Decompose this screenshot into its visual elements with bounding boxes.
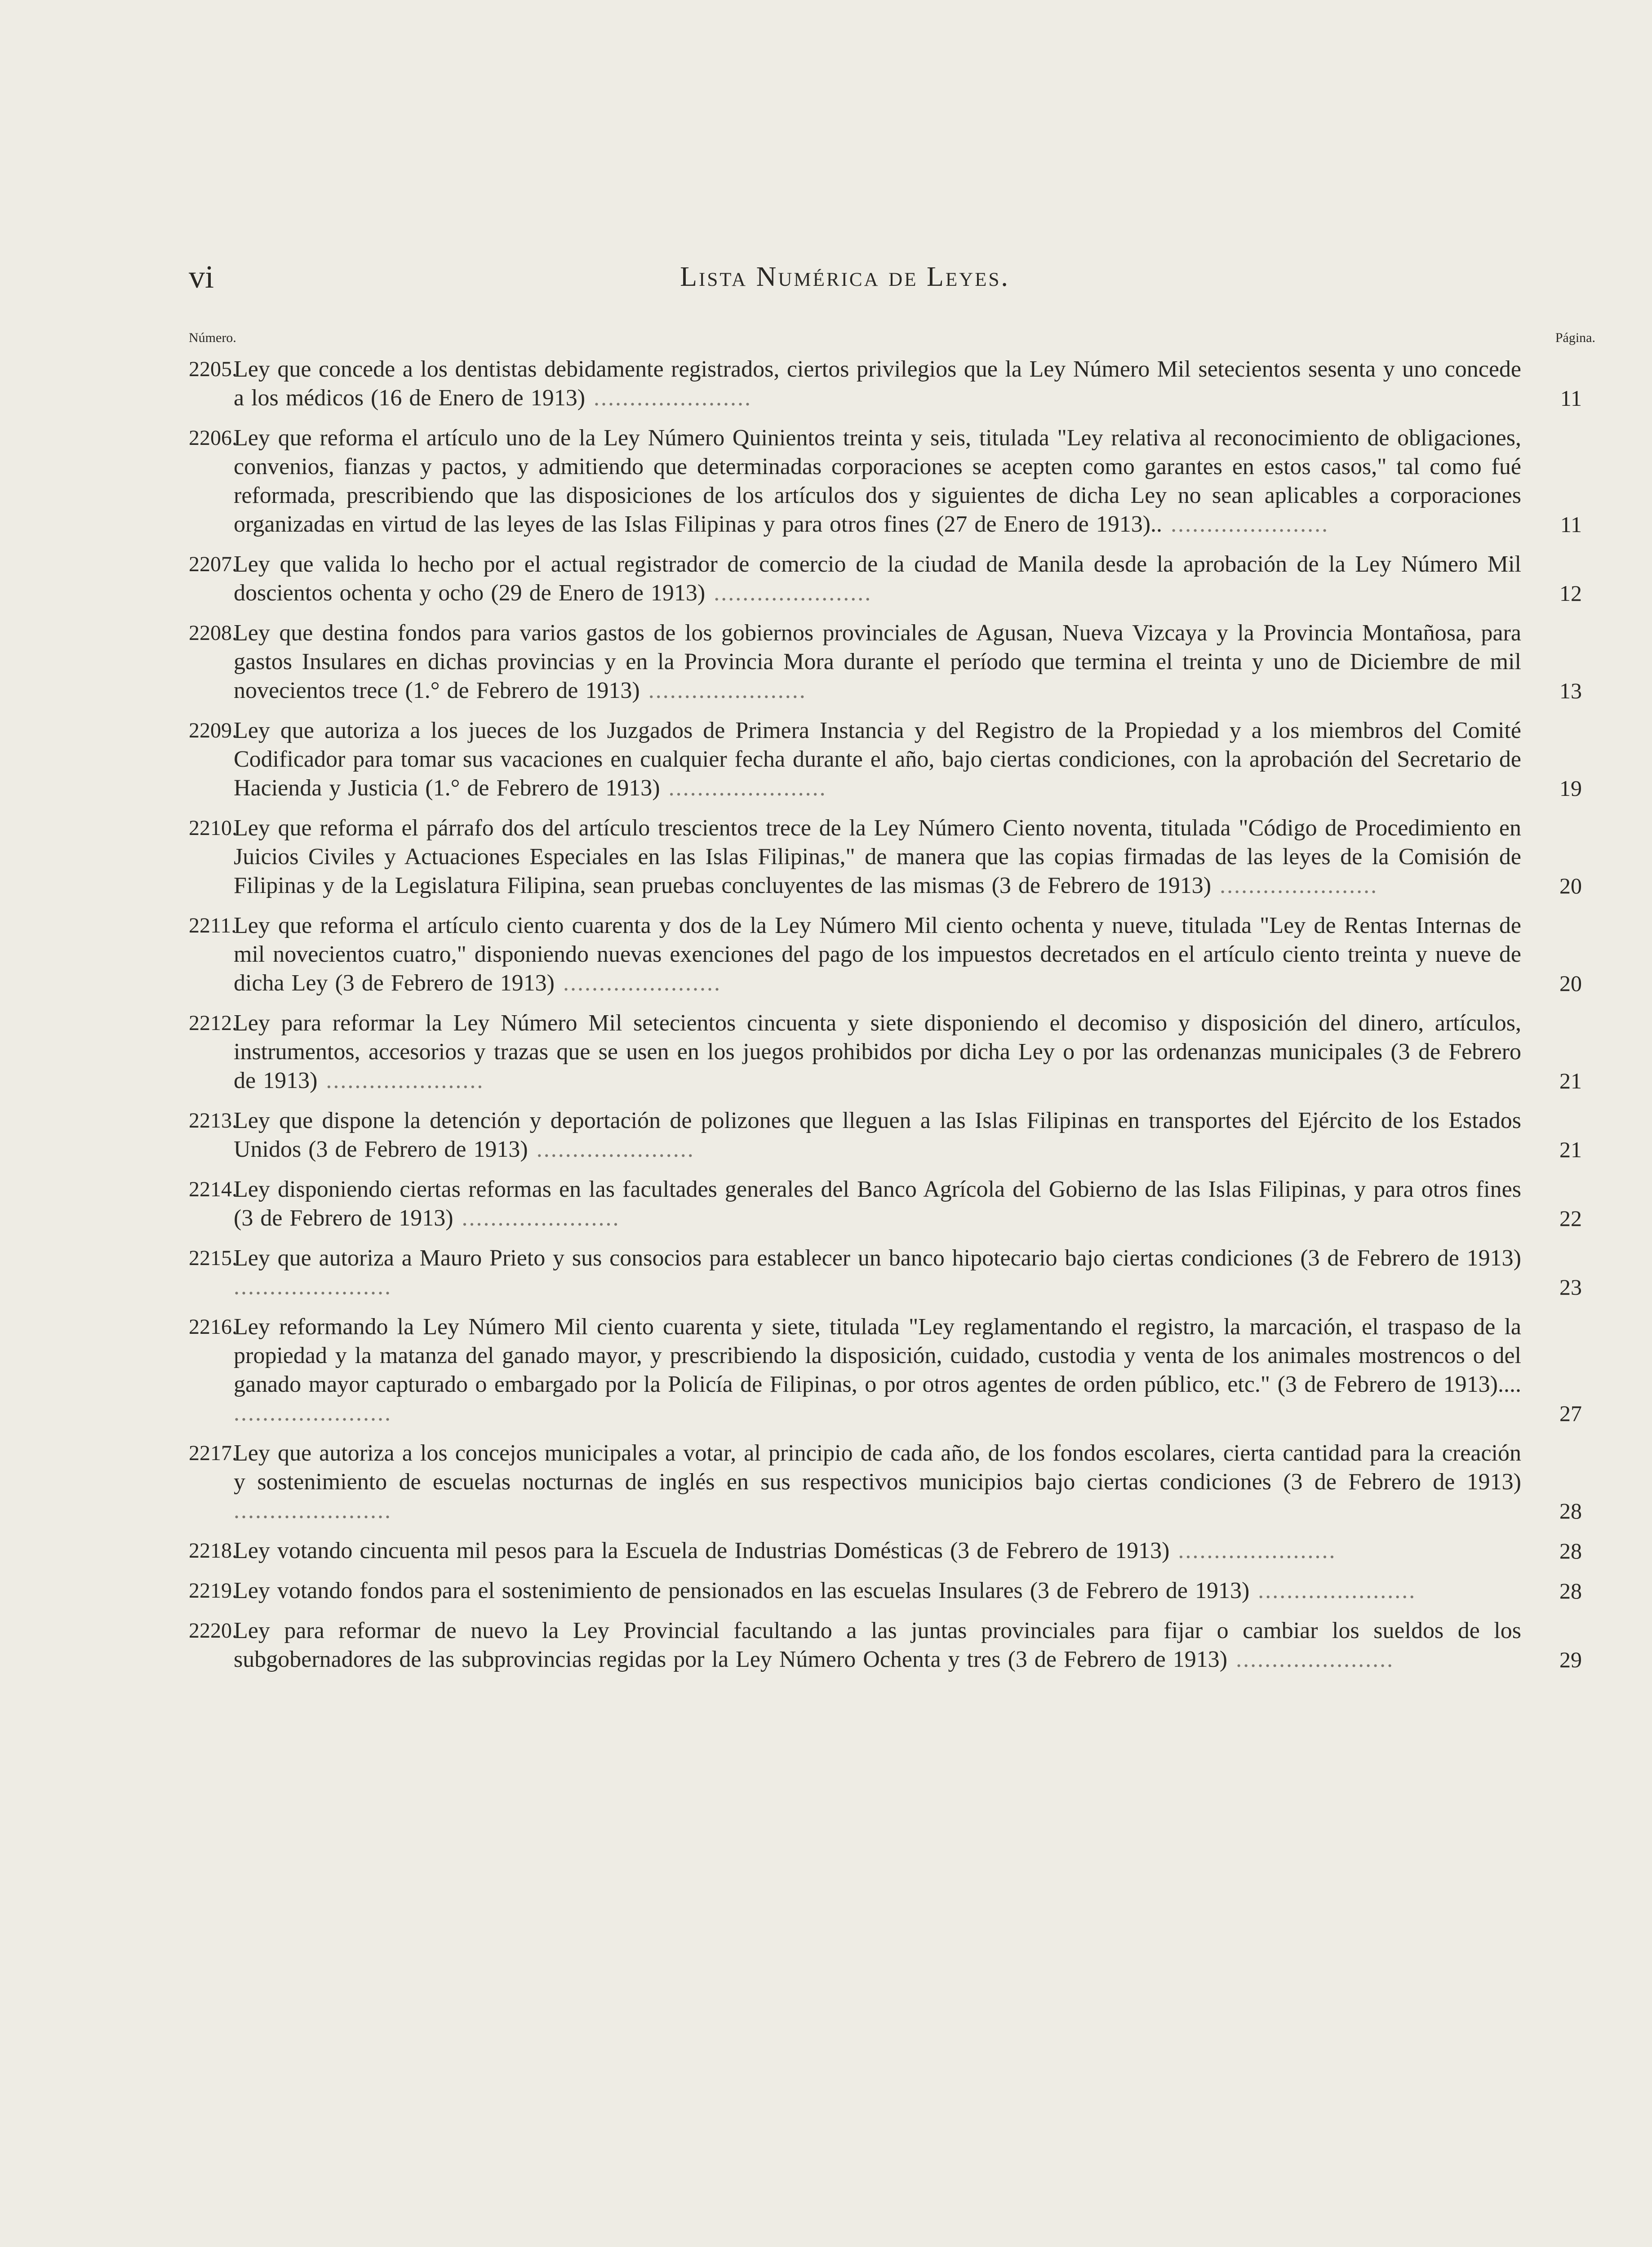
law-entry <box>189 1576 1595 1605</box>
law-entry <box>189 355 1595 413</box>
page-reference: 27 <box>1559 1401 1582 1426</box>
dot-leader: ...................... <box>585 385 752 411</box>
law-description <box>234 1009 1521 1095</box>
law-description <box>234 1439 1521 1525</box>
law-number: 2208. <box>189 621 237 645</box>
page-reference: 21 <box>1559 1068 1582 1093</box>
law-number: 2212. <box>189 1011 237 1035</box>
law-description <box>234 550 1521 608</box>
law-number: 2211. <box>189 914 237 937</box>
law-description <box>234 1244 1521 1301</box>
column-label-numero: Número. <box>189 330 236 345</box>
law-description-text: Ley que autoriza a Mauro Prieto y sus consocios para establecer un banco hipotecario bajo ciertas condiciones (3 de Febrero de 1913) <box>234 1245 1521 1271</box>
page-number: vi <box>189 259 214 295</box>
law-description-text: Ley para reformar de nuevo la Ley Provincial facultando a las juntas provinciales para fijar o cambiar los sueldos de los subgobernadores de las subprovincias regidas por la Ley Número Ochenta y tres (3 de Febrero de 1913) <box>234 1618 1521 1672</box>
law-number: 2214. <box>189 1177 237 1201</box>
dot-leader: ...................... <box>234 1498 392 1523</box>
law-number: 2219. <box>189 1579 237 1603</box>
dot-leader: ...................... <box>234 1400 392 1426</box>
page-reference: 28 <box>1559 1578 1582 1603</box>
law-number: 2213. <box>189 1109 237 1132</box>
law-number: 2218. <box>189 1539 237 1563</box>
law-description-text: Ley para reformar la Ley Número Mil setecientos cincuenta y siete disponiendo el decomiso y disposición del dinero, artículos, instrumentos, accesorios y trazas que se usen en los juegos prohibidos por dicha Ley o por las ordenanzas municipales (3 de Febrero de 1913) <box>234 1010 1521 1093</box>
dot-leader: ...................... <box>1249 1578 1417 1603</box>
dot-leader: ...................... <box>1169 1538 1337 1563</box>
law-description <box>234 619 1521 705</box>
law-description <box>234 1313 1521 1428</box>
page-reference: 21 <box>1559 1137 1582 1162</box>
law-description <box>234 1106 1521 1164</box>
law-entry <box>189 911 1595 998</box>
law-description <box>234 1536 1521 1565</box>
dot-leader: ...................... <box>660 775 827 801</box>
law-description-text: Ley que reforma el artículo uno de la Ley Número Quinientos treinta y seis, titulada "Ley relativa al reconocimiento de obligaciones, convenios, fianzas y pactos, y admitiendo que determinadas corporaciones se acepten como garantes en estos casos," tal como fué reformada, prescribiendo que las disposiciones de los artículos dos y siguientes de dicha Ley no sean aplicables a corporaciones organizadas en virtud de las leyes de las Islas Filipinas y para otros fines (27 de Enero de 1913).. <box>234 425 1521 537</box>
law-description-text: Ley reformando la Ley Número Mil ciento cuarenta y siete, titulada "Ley reglamentando el registro, la marcación, el traspaso de la propiedad y la matanza del ganado mayor, y prescribiendo la disposición, cuidado, custodia y venta de los animales mostrencos o del ganado mayor capturado o embargado por la Policía de Filipinas, o por otros agentes de orden público, etc." (3 de Febrero de 1913).... <box>234 1314 1521 1397</box>
page-reference: 29 <box>1559 1647 1582 1672</box>
law-description-text: Ley votando fondos para el sostenimiento de pensionados en las escuelas Insulares (3 de Febrero de 1913) <box>234 1578 1250 1603</box>
page-header <box>189 258 1501 308</box>
law-entry <box>189 1175 1595 1233</box>
law-description-text: Ley que reforma el párrafo dos del artículo trescientos trece de la Ley Número Ciento noventa, titulada "Código de Procedimiento en Juicios Civiles y Actuaciones Especiales en las Islas Filipinas," de manera que las copias firmadas de las leyes de la Comisión de Filipinas y de la Legislatura Filipina, sean pruebas concluyentes de las mismas (3 de Febrero de 1913) <box>234 815 1521 898</box>
law-entry <box>189 1536 1595 1565</box>
law-number: 2216. <box>189 1315 237 1339</box>
law-entry <box>189 619 1595 705</box>
law-entry <box>189 1244 1595 1301</box>
law-description <box>234 911 1521 998</box>
law-list <box>189 355 1595 1685</box>
law-description <box>234 1175 1521 1233</box>
law-description <box>234 1616 1521 1674</box>
dot-leader: ...................... <box>453 1205 620 1231</box>
law-description-text: Ley que reforma el artículo ciento cuarenta y dos de la Ley Número Mil ciento ochenta y nueve, titulada "Ley de Rentas Internas de mil novecientos cuatro," disponiendo nuevas exenciones del pago de los impuestos decretados en el artículo ciento treinta y nueve de dicha Ley (3 de Febrero de 1913) <box>234 913 1521 996</box>
page-reference: 12 <box>1559 581 1582 606</box>
law-entry <box>189 550 1595 608</box>
law-entry <box>189 1009 1595 1095</box>
page-reference: 22 <box>1559 1206 1582 1231</box>
law-description-text: Ley que dispone la detención y deportación de polizones que lleguen a las Islas Filipinas en transportes del Ejército de los Estados Unidos (3 de Febrero de 1913) <box>234 1108 1521 1162</box>
page-reference: 28 <box>1559 1498 1582 1523</box>
dot-leader: ...................... <box>639 678 807 703</box>
law-description-text: Ley que valida lo hecho por el actual registrador de comercio de la ciudad de Manila desde la aprobación de la Ley Número Mil doscientos ochenta y ocho (29 de Enero de 1913) <box>234 551 1521 606</box>
law-number: 2217. <box>189 1441 237 1465</box>
law-number: 2220. <box>189 1619 237 1643</box>
running-title: Lista Numérica de Leyes. <box>680 262 1010 292</box>
law-entry <box>189 424 1595 539</box>
page-reference: 28 <box>1559 1538 1582 1563</box>
law-number: 2205. <box>189 357 237 381</box>
law-entry <box>189 1106 1595 1164</box>
law-number: 2207. <box>189 552 237 576</box>
law-entry <box>189 716 1595 803</box>
dot-leader: ...................... <box>317 1068 484 1093</box>
law-description <box>234 355 1521 413</box>
page-reference: 11 <box>1560 386 1582 411</box>
page-reference: 11 <box>1560 512 1582 537</box>
dot-leader: ...................... <box>554 970 721 996</box>
law-entry <box>189 1439 1595 1525</box>
page-reference: 19 <box>1559 776 1582 801</box>
page-reference: 23 <box>1559 1274 1582 1300</box>
law-entry <box>189 1313 1595 1428</box>
law-description <box>234 814 1521 900</box>
law-description-text: Ley que destina fondos para varios gastos de los gobiernos provinciales de Agusan, Nueva Vizcaya y la Provincia Montañosa, para gastos Insulares en dichas provincias y en la Provincia Mora durante el período que termina el treinta y uno de Diciembre de mil novecientos trece (1.° de Febrero de 1913) <box>234 620 1521 703</box>
law-description <box>234 424 1521 539</box>
page-reference: 20 <box>1559 971 1582 996</box>
law-description <box>234 716 1521 803</box>
law-number: 2210. <box>189 816 237 840</box>
dot-leader: ...................... <box>234 1274 392 1300</box>
law-description-text: Ley que autoriza a los jueces de los Juzgados de Primera Instancia y del Registro de la Propiedad y a los miembros del Comité Codificador para tomar sus vacaciones en cualquier fecha durante el año, bajo ciertas condiciones, con la aprobación del Secretario de Hacienda y Justicia (1.° de Febrero de 1913) <box>234 718 1521 801</box>
law-entry <box>189 1616 1595 1674</box>
law-description-text: Ley disponiendo ciertas reformas en las facultades generales del Banco Agrícola del Gobierno de las Islas Filipinas, y para otros fines (3 de Febrero de 1913) <box>234 1177 1521 1231</box>
dot-leader: ...................... <box>1227 1647 1394 1672</box>
dot-leader: ...................... <box>528 1137 695 1162</box>
law-number: 2209. <box>189 719 237 742</box>
dot-leader: ...................... <box>1211 873 1378 898</box>
dot-leader: ...................... <box>1162 511 1329 537</box>
law-entry <box>189 814 1595 900</box>
law-description-text: Ley que concede a los dentistas debidamente registrados, ciertos privilegios que la Ley Número Mil setecientos sesenta y uno concede a los médicos (16 de Enero de 1913) <box>234 356 1521 411</box>
page-reference: 13 <box>1559 678 1582 703</box>
law-description <box>234 1576 1521 1605</box>
column-labels <box>189 330 1595 357</box>
law-description-text: Ley que autoriza a los concejos municipales a votar, al principio de cada año, de los fondos escolares, cierta cantidad para la creación y sostenimiento de escuelas nocturnas de inglés en sus respectivos municipios bajo ciertas condiciones (3 de Febrero de 1913) <box>234 1440 1521 1495</box>
law-number: 2206. <box>189 426 237 450</box>
dot-leader: ...................... <box>705 580 872 606</box>
column-label-pagina: Página. <box>1555 330 1595 345</box>
law-description-text: Ley votando cincuenta mil pesos para la Escuela de Industrias Domésticas (3 de Febrero de 1913) <box>234 1538 1170 1563</box>
page-reference: 20 <box>1559 873 1582 898</box>
law-number: 2215. <box>189 1246 237 1270</box>
